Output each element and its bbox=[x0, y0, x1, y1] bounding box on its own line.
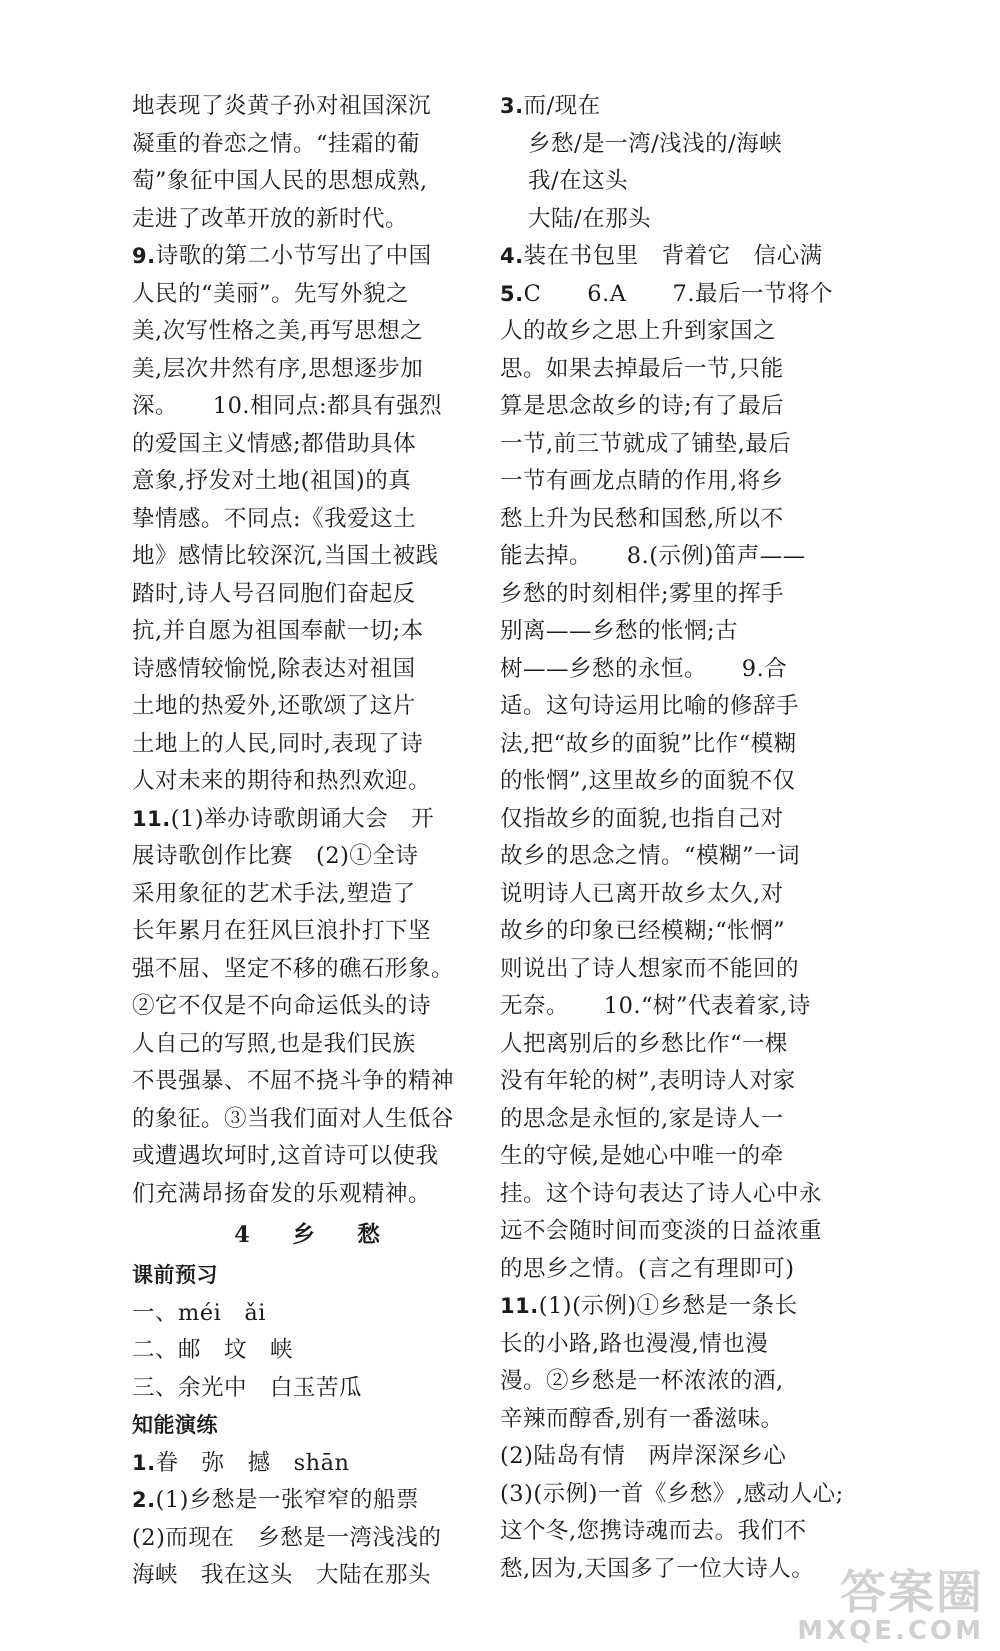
line-text: 我/在这头 bbox=[528, 168, 629, 194]
watermark-main: 答案圈 bbox=[840, 1565, 984, 1619]
line-text: 强不屈、坚定不移的礁石形象。 bbox=[132, 955, 455, 982]
line-text: 则说出了诗人想家而不能回的 bbox=[500, 955, 800, 982]
line-text: 二、邮 坟 峡 bbox=[132, 1337, 294, 1363]
text-line bbox=[500, 1288, 872, 1326]
text-line bbox=[500, 1063, 872, 1101]
line-text: (1)乡愁是一张窄窄的船票 bbox=[155, 1487, 419, 1513]
text-line bbox=[500, 613, 872, 651]
text-line bbox=[132, 613, 492, 651]
question-number: 5. bbox=[500, 281, 524, 306]
line-text: 的思乡之情。(言之有理即可) bbox=[500, 1255, 795, 1282]
text-line bbox=[500, 1213, 872, 1251]
line-text: 别离——乡愁的怅惘;古 bbox=[500, 618, 739, 644]
text-line bbox=[132, 1295, 492, 1333]
text-line bbox=[132, 1063, 492, 1101]
text-line bbox=[500, 1476, 872, 1514]
line-text: (2)陆岛有情 两岸深深乡心 bbox=[500, 1443, 787, 1469]
line-text: 适。这句诗运用比喻的修辞手 bbox=[500, 693, 800, 719]
text-line bbox=[132, 1445, 492, 1483]
text-line bbox=[132, 876, 492, 914]
text-line bbox=[500, 1401, 872, 1439]
line-text: 树——乡愁的永恒。 9.合 bbox=[500, 655, 788, 682]
text-line bbox=[132, 1482, 492, 1520]
line-text: 思。如果去掉最后一节,只能 bbox=[500, 355, 784, 382]
line-text: 美,次写性格之美,再写思想之 bbox=[132, 318, 424, 344]
text-line bbox=[500, 163, 872, 201]
line-text: 诗感情较愉悦,除表达对祖国 bbox=[132, 655, 416, 682]
line-text: ②它不仅是不向命运低头的诗 bbox=[132, 993, 432, 1019]
watermark-sub: MXQE.COM bbox=[797, 1616, 984, 1646]
line-text: 诗歌的第二小节写出了中国 bbox=[155, 243, 432, 269]
line-text: 的思念是永恒的,家是诗人一 bbox=[500, 1105, 784, 1132]
text-line bbox=[132, 1557, 492, 1595]
question-number: 11. bbox=[500, 1294, 539, 1318]
text-line bbox=[132, 576, 492, 614]
text-line bbox=[500, 201, 872, 239]
line-text: 美,层次井然有序,思想逐步加 bbox=[132, 355, 424, 382]
text-line bbox=[500, 688, 872, 726]
text-line bbox=[132, 688, 492, 726]
line-text: (1)(示例)①乡愁是一条长 bbox=[538, 1293, 798, 1319]
text-line bbox=[500, 1251, 872, 1289]
line-text: 愁上升为民愁和国愁,所以不 bbox=[500, 505, 784, 532]
line-text: (3)(示例)一首《乡愁》,感动人心; bbox=[500, 1480, 844, 1507]
text-line bbox=[132, 501, 492, 539]
question-number: 3. bbox=[500, 94, 524, 118]
line-text: 一、méi ǎi bbox=[132, 1299, 266, 1326]
line-text: 无奈。 10.“树”代表着家,诗 bbox=[500, 993, 811, 1019]
line-text: 海峡 我在这头 大陆在那头 bbox=[132, 1562, 432, 1588]
text-line bbox=[500, 238, 872, 276]
line-text: 深。 10.相同点:都具有强烈 bbox=[132, 393, 443, 419]
text-line bbox=[500, 576, 872, 614]
text-line bbox=[132, 163, 492, 201]
right-column bbox=[500, 88, 872, 1588]
text-line bbox=[500, 1438, 872, 1476]
text-line bbox=[132, 726, 492, 764]
line-text: 三、余光中 白玉苦瓜 bbox=[132, 1374, 363, 1401]
line-text: 法,把“故乡的面貌”比作“模糊 bbox=[500, 730, 797, 757]
line-text: 一节,前三节就成了铺垫,最后 bbox=[500, 430, 792, 457]
question-number: 1. bbox=[132, 1450, 156, 1475]
line-text: C 6.A 7.最后一节将个 bbox=[523, 280, 833, 307]
line-text: 们充满昂扬奋发的乐观精神。 bbox=[132, 1180, 432, 1207]
text-line bbox=[500, 876, 872, 914]
text-line bbox=[132, 1370, 492, 1408]
line-text: 漫。②乡愁是一杯浓浓的酒, bbox=[500, 1368, 784, 1394]
text-line bbox=[500, 538, 872, 576]
text-line bbox=[500, 126, 872, 164]
text-line bbox=[500, 1326, 872, 1364]
line-text: 凝重的眷恋之情。“挂霜的葡 bbox=[132, 130, 421, 157]
text-line bbox=[500, 1026, 872, 1064]
text-line bbox=[132, 276, 492, 314]
line-text: 远不会随时间而变淡的日益浓重 bbox=[500, 1218, 823, 1244]
text-line bbox=[132, 388, 492, 426]
line-text: 人民的“美丽”。先写外貌之 bbox=[132, 280, 410, 307]
text-line bbox=[500, 1363, 872, 1401]
text-line bbox=[500, 388, 872, 426]
question-number: 4. bbox=[500, 244, 524, 268]
line-text: (2)而现在 乡愁是一湾浅浅的 bbox=[132, 1524, 442, 1551]
text-line bbox=[500, 426, 872, 464]
text-line bbox=[500, 913, 872, 951]
line-text: 生的守候,是她心中唯一的牵 bbox=[500, 1143, 784, 1169]
text-line bbox=[132, 201, 492, 239]
text-line bbox=[500, 501, 872, 539]
line-text: 或遭遇坎坷时,这首诗可以使我 bbox=[132, 1143, 439, 1169]
text-line bbox=[132, 1138, 492, 1176]
line-text: 萄”象征中国人民的思想成熟, bbox=[132, 168, 428, 194]
text-line bbox=[132, 801, 492, 839]
section-heading: 知能演练 bbox=[132, 1413, 218, 1437]
watermark-logo bbox=[797, 1567, 984, 1645]
text-line bbox=[500, 1176, 872, 1214]
text-line bbox=[132, 1520, 492, 1558]
line-text: 说明诗人已离开故乡太久,对 bbox=[500, 880, 784, 907]
line-text: 挚情感。不同点:《我爱这土 bbox=[132, 505, 417, 532]
text-line bbox=[500, 1138, 872, 1176]
line-text: 算是思念故乡的诗;有了最后 bbox=[500, 393, 785, 419]
line-text: 人的故乡之思上升到家国之 bbox=[500, 318, 777, 344]
text-line bbox=[132, 1176, 492, 1214]
line-text: (1)举办诗歌朗诵大会 开 bbox=[170, 805, 435, 832]
line-text: 长年累月在狂风巨浪扑打下坚 bbox=[132, 918, 432, 944]
text-line bbox=[132, 313, 492, 351]
section-heading: 课前预习 bbox=[132, 1263, 218, 1287]
line-text: 一节有画龙点睛的作用,将乡 bbox=[500, 468, 784, 494]
line-text: 人把离别后的乡愁比作“一棵 bbox=[500, 1030, 789, 1057]
text-line bbox=[132, 238, 492, 276]
line-text: 的爱国主义情感;都借助具体 bbox=[132, 430, 417, 457]
text-line bbox=[132, 426, 492, 464]
text-line bbox=[132, 126, 492, 164]
line-text: 人自己的写照,也是我们民族 bbox=[132, 1030, 416, 1057]
line-text: 这个冬,您携诗魂而去。我们不 bbox=[500, 1518, 807, 1544]
lesson-title: 4 乡 愁 bbox=[234, 1222, 390, 1248]
line-text: 采用象征的艺术手法,塑造了 bbox=[132, 880, 416, 907]
text-line bbox=[500, 988, 872, 1026]
text-line bbox=[132, 538, 492, 576]
text-line bbox=[500, 313, 872, 351]
line-text: 地表现了炎黄子孙对祖国深沉 bbox=[132, 93, 432, 119]
text-line bbox=[500, 651, 872, 689]
line-text: 仅指故乡的面貌,也指自己对 bbox=[500, 805, 784, 832]
text-line bbox=[132, 351, 492, 389]
line-text: 挂。这个诗句表达了诗人心中永 bbox=[500, 1180, 823, 1207]
line-text: 没有年轮的树”,表明诗人对家 bbox=[500, 1068, 796, 1094]
text-line bbox=[500, 463, 872, 501]
line-text: 意象,抒发对土地(祖国)的真 bbox=[132, 468, 412, 494]
text-line bbox=[132, 1101, 492, 1139]
line-text: 眷 弥 撼 shān bbox=[155, 1449, 350, 1476]
text-line bbox=[132, 1026, 492, 1064]
line-text: 大陆/在那头 bbox=[528, 205, 652, 232]
text-line bbox=[500, 763, 872, 801]
line-text: 能去掉。 8.(示例)笛声—— bbox=[500, 543, 806, 569]
line-text: 的象征。③当我们面对人生低谷 bbox=[132, 1105, 455, 1132]
text-line bbox=[500, 1513, 872, 1551]
left-column bbox=[132, 88, 492, 1595]
line-text: 愁,因为,天国多了一位大诗人。 bbox=[500, 1555, 815, 1582]
text-line bbox=[500, 951, 872, 989]
text-line bbox=[500, 1101, 872, 1139]
text-line bbox=[500, 801, 872, 839]
text-line bbox=[132, 651, 492, 689]
text-line bbox=[132, 988, 492, 1026]
line-text: 抗,并自愿为祖国奉献一切;本 bbox=[132, 618, 424, 644]
line-text: 长的小路,路也漫漫,情也漫 bbox=[500, 1330, 769, 1357]
text-line bbox=[500, 351, 872, 389]
text-line bbox=[132, 763, 492, 801]
line-text: 辛辣而醇香,别有一番滋味。 bbox=[500, 1405, 784, 1432]
line-text: 故乡的思念之情。“模糊”一词 bbox=[500, 843, 801, 869]
line-text: 走进了改革开放的新时代。 bbox=[132, 205, 409, 232]
text-line bbox=[500, 276, 872, 314]
line-text: 装在书包里 背着它 信心满 bbox=[523, 243, 823, 269]
text-line bbox=[132, 463, 492, 501]
line-text: 不畏强暴、不屈不挠斗争的精神 bbox=[132, 1068, 455, 1094]
text-line bbox=[132, 88, 492, 126]
line-text: 人对未来的期待和热烈欢迎。 bbox=[132, 768, 432, 794]
text-line bbox=[500, 88, 872, 126]
line-text: 而/现在 bbox=[523, 93, 601, 119]
line-text: 故乡的印象已经模糊;“怅惘” bbox=[500, 918, 786, 944]
text-line bbox=[132, 913, 492, 951]
text-line bbox=[132, 951, 492, 989]
text-line bbox=[500, 838, 872, 876]
line-text: 踏时,诗人号召同胞们奋起反 bbox=[132, 580, 416, 607]
question-number: 9. bbox=[132, 244, 156, 268]
line-text: 土地的热爱外,还歌颂了这片 bbox=[132, 693, 416, 719]
line-text: 展诗歌创作比赛 (2)①全诗 bbox=[132, 843, 419, 869]
line-text: 乡愁的时刻相伴;雾里的挥手 bbox=[500, 580, 785, 607]
text-line bbox=[500, 726, 872, 764]
text-line bbox=[132, 838, 492, 876]
line-text: 土地上的人民,同时,表现了诗 bbox=[132, 730, 424, 757]
question-number: 11. bbox=[132, 806, 171, 831]
line-text: 的怅惘”,这里故乡的面貌不仅 bbox=[500, 768, 796, 794]
text-line bbox=[132, 1332, 492, 1370]
line-text: 地》感情比较深沉,当国土被践 bbox=[132, 543, 439, 569]
question-number: 2. bbox=[132, 1488, 156, 1512]
line-text: 乡愁/是一湾/浅浅的/海峡 bbox=[528, 130, 783, 157]
